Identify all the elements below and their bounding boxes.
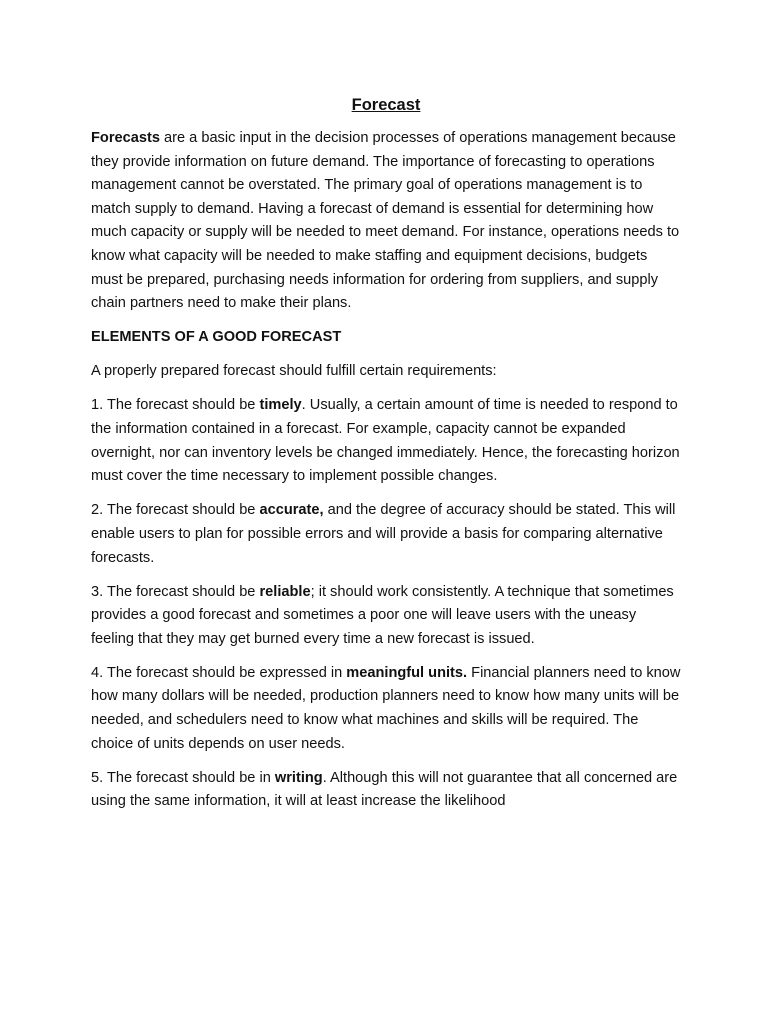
item-5-pre: 5. The forecast should be in (91, 769, 275, 786)
item-2-post: and the degree of accuracy should be stated. This will enable users to plan for possible errors and will provide a basis for comparing alternative forecasts. (91, 502, 676, 566)
intro-text: are a basic input in the decision processes of operations management because they provide information on future demand. The importance of forecasting to operations management cannot be overstated. The primary goal of operations management is to match supply to demand. Having a forecast of demand is essential for determining how much capacity or supply will be needed to meet demand. For instance, operations needs to know what capacity will be needed to make staffing and equipment decisions, budgets must be prepared, purchasing needs information for ordering from suppliers, and supply chain partners need to make their plans. (91, 130, 680, 312)
intro-paragraph (91, 127, 681, 316)
section-heading: ELEMENTS OF A GOOD FORECAST (91, 329, 342, 346)
intro-term: Forecasts (91, 130, 160, 146)
item-2-bold: accurate, (259, 502, 324, 519)
list-item (91, 394, 681, 488)
item-5-bold: writing (274, 769, 323, 786)
document-title: Forecast (351, 96, 421, 114)
item-1-post: . Usually, a certain amount of time is needed to respond to the information contained in a forecast. For example, capacity cannot be expanded overnight, nor can inventory levels be changed immediately. Hence, the forecasting horizon must cover the time necessary to implement possible changes. (91, 397, 680, 485)
list-item (91, 499, 681, 570)
item-2-pre: 2. The forecast should be (91, 502, 260, 519)
list-item (91, 581, 681, 652)
item-3-post: ; it should work consistently. A technique that sometimes provides a good forecast and sometimes a poor one will leave users with the uneasy feeling that they may get burned every time a new forecast is issued. (91, 583, 674, 647)
list-item (91, 767, 681, 814)
item-4-pre: 4. The forecast should be expressed in (91, 664, 347, 681)
list-item (91, 662, 681, 756)
document-page (91, 93, 681, 824)
lead-paragraph: A properly prepared forecast should fulfill certain requirements: (91, 363, 497, 380)
item-1-bold: timely (259, 397, 302, 414)
item-3-pre: 3. The forecast should be (91, 583, 260, 600)
item-4-post: Financial planners need to know how many dollars will be needed, production planners need to know how many units will be needed, and schedulers need to know what machines and skills will be required. The choice of units depends on user needs. (91, 664, 681, 752)
item-3-bold: reliable (259, 583, 311, 600)
item-5-post: . Although this will not guarantee that all concerned are using the same information, it will at least increase the likelihood (91, 769, 678, 810)
item-1-pre: 1. The forecast should be (91, 397, 260, 414)
item-4-bold: meaningful units. (346, 664, 468, 681)
